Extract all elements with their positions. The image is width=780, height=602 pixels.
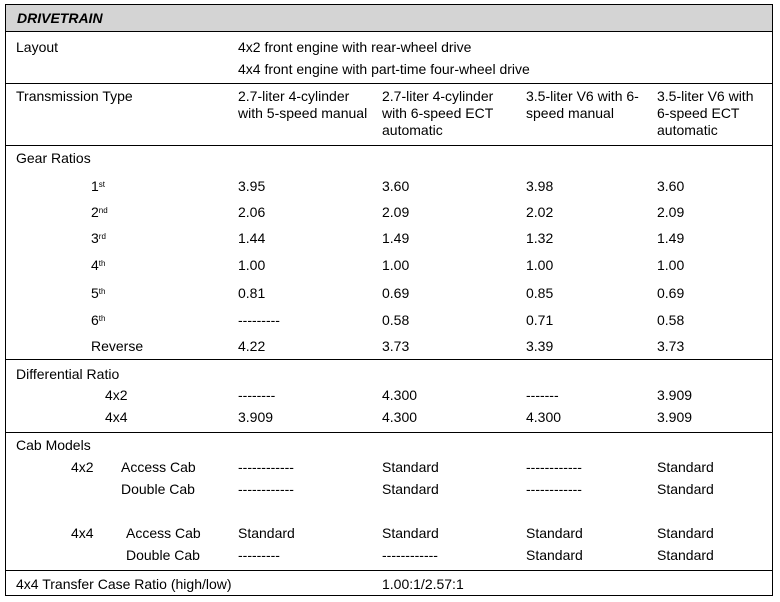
- gear-value: 2.06: [238, 204, 266, 220]
- gear-label: 2nd: [91, 204, 108, 220]
- cab-value: Standard: [657, 525, 714, 541]
- gear-value: 0.58: [382, 312, 410, 328]
- drive-label: 4x4: [71, 525, 94, 541]
- cab-value: Standard: [238, 525, 295, 541]
- cab-value: Standard: [657, 459, 714, 475]
- cab-value: Standard: [382, 525, 439, 541]
- diff-value: 3.909: [657, 409, 693, 425]
- gear-value: 3.60: [382, 178, 410, 194]
- gear-label: 4th: [91, 257, 106, 273]
- gear-value: 0.85: [526, 285, 554, 301]
- diff-value: -------: [526, 387, 559, 403]
- gear-value: 0.58: [657, 312, 685, 328]
- gear-value: 0.69: [657, 285, 685, 301]
- cab-value: Standard: [382, 459, 439, 475]
- diff-value: 4.300: [526, 409, 562, 425]
- gear-value: 1.00: [238, 257, 266, 273]
- divider: [5, 145, 773, 146]
- gear-value: 2.09: [382, 204, 410, 220]
- gear-value: ---------: [238, 312, 280, 328]
- gear-value: 0.71: [526, 312, 554, 328]
- gear-value: 4.22: [238, 338, 266, 354]
- section-header: [5, 4, 773, 32]
- differential-label: Differential Ratio: [16, 366, 120, 382]
- cab-label: Double Cab: [126, 547, 200, 563]
- divider: [5, 359, 773, 360]
- transmission-type: 2.7-liter 4-cylinder with 5-speed manual: [238, 88, 368, 121]
- gear-value: 3.39: [526, 338, 554, 354]
- gear-value: 3.98: [526, 178, 554, 194]
- divider: [5, 432, 773, 433]
- cab-value: ------------: [526, 459, 582, 475]
- gear-value: 1.00: [382, 257, 410, 273]
- cab-value: Standard: [657, 481, 714, 497]
- diff-value: 3.909: [238, 409, 274, 425]
- cab-value: ---------: [238, 547, 280, 563]
- layout-line: 4x4 front engine with part-time four-wheel drive: [238, 61, 530, 77]
- gear-value: 0.81: [238, 285, 266, 301]
- divider: [5, 570, 773, 571]
- diff-value: 4.300: [382, 387, 418, 403]
- layout-label: Layout: [16, 39, 59, 55]
- drive-label: 4x2: [105, 387, 128, 403]
- gear-value: 3.60: [657, 178, 685, 194]
- gear-ratios-label: Gear Ratios: [16, 150, 91, 166]
- gear-value: 3.73: [657, 338, 685, 354]
- transmission-type: 3.5-liter V6 with 6-speed ECT automatic: [657, 88, 754, 138]
- gear-label: 5th: [91, 285, 106, 301]
- diff-value: --------: [238, 387, 276, 403]
- divider: [5, 83, 773, 84]
- cab-value: ------------: [238, 459, 294, 475]
- transmission-type: 2.7-liter 4-cylinder with 6-speed ECT automatic: [382, 88, 494, 138]
- cab-models-label: Cab Models: [16, 437, 91, 453]
- diff-value: 4.300: [382, 409, 418, 425]
- gear-value: 1.49: [657, 230, 685, 246]
- gear-value: 3.95: [238, 178, 266, 194]
- cab-value: Standard: [526, 525, 583, 541]
- gear-value: 3.73: [382, 338, 410, 354]
- cab-label: Access Cab: [121, 459, 196, 475]
- transfer-case-label: 4x4 Transfer Case Ratio (high/low): [16, 576, 232, 592]
- cab-value: Standard: [657, 547, 714, 563]
- gear-label: 1st: [91, 178, 106, 194]
- cab-value: Standard: [382, 481, 439, 497]
- transfer-case-value: 1.00:1/2.57:1: [382, 576, 464, 592]
- gear-value: 1.00: [526, 257, 554, 273]
- cab-value: Standard: [526, 547, 583, 563]
- diff-value: 3.909: [657, 387, 693, 403]
- cab-value: ------------: [238, 481, 294, 497]
- cab-value: ------------: [382, 547, 438, 563]
- gear-label: 6th: [91, 312, 106, 328]
- transmission-label: Transmission Type: [16, 88, 133, 104]
- gear-value: 1.00: [657, 257, 685, 273]
- cab-label: Access Cab: [126, 525, 201, 541]
- gear-value: 0.69: [382, 285, 410, 301]
- drive-label: 4x2: [71, 459, 94, 475]
- reverse-label: Reverse: [91, 338, 144, 354]
- layout-line: 4x2 front engine with rear-wheel drive: [238, 39, 472, 55]
- gear-value: 2.02: [526, 204, 554, 220]
- cab-label: Double Cab: [121, 481, 195, 497]
- section-title: DRIVETRAIN: [17, 10, 103, 26]
- cab-value: ------------: [526, 481, 582, 497]
- gear-value: 1.44: [238, 230, 266, 246]
- gear-value: 1.49: [382, 230, 410, 246]
- gear-value: 1.32: [526, 230, 554, 246]
- drive-label: 4x4: [105, 409, 128, 425]
- gear-label: 3rd: [91, 230, 106, 246]
- transmission-type: 3.5-liter V6 with 6-speed manual: [526, 88, 639, 121]
- gear-value: 2.09: [657, 204, 685, 220]
